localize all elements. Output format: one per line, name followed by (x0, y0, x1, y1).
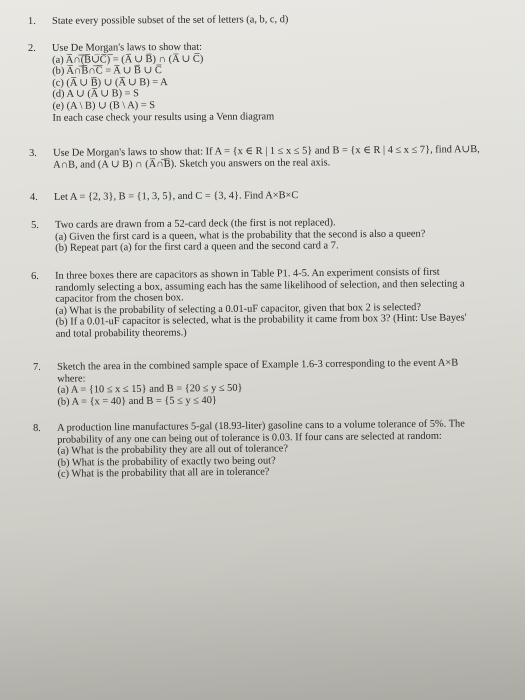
problem-number: 5. (31, 219, 39, 231)
problem-number: 7. (33, 361, 41, 373)
problem-line: (b) A̅∩̅B̅∩̅C̅ = A̅ ∪ B̅ ∪ C̅ (52, 65, 162, 78)
problem-line: (d) A ∪ (A̅ ∪ B) = S (52, 88, 139, 101)
problem-line: A∩B, and (A ∪ B) ∩ (A̅∩̅B̅). Sketch you answers on the real axis. (53, 156, 331, 171)
problem-line: probability of any one can being out of tolerance is 0.03. If four cans are selected at random: (57, 430, 442, 446)
problem-body (54, 190, 298, 203)
problem-line: (b) If a 0.01-uF capacitor is selected, what is the probability it came from box 3? (Hint: Use Bayes' (55, 312, 467, 329)
problem-number: 1. (28, 15, 36, 27)
problem-number: 3. (29, 147, 37, 159)
problem-line: In each case check your results using a Venn diagram (52, 110, 275, 124)
problem-line: (b) What is the probability of exactly two being out? (57, 455, 276, 469)
problem-number: 4. (30, 191, 38, 203)
problem-line: Sketch the area in the combined sample space of Example 1.6-3 corresponding to the event A×B (56, 357, 459, 373)
problem-line: randomly selecting a box, assuming each has the same likelihood of selection, and then selecting a (55, 278, 465, 294)
problem-body (55, 217, 425, 255)
problem-line: (b) Repeat part (a) for the first card a queen and the second card a 7. (55, 240, 339, 254)
problem-body (55, 266, 467, 340)
problem-line: In three boxes there are capacitors as shown in Table P1. 4-5. An experiment consists of first (54, 266, 440, 282)
problem-number: 6. (31, 270, 39, 282)
problem-line: (a) A = {10 ≤ x ≤ 15} and B = {20 ≤ y ≤ 50} (57, 382, 243, 396)
problem-line: (a) What is the probability of selecting a 0.01-uF capacitor, given that box 2 is selected? (55, 301, 422, 317)
problem-line: where: (57, 373, 86, 385)
problem-line: capacitor from the chosen box. (55, 292, 184, 305)
problem-line: State every possible subset of the set of letters (a, b, c, d) (51, 14, 289, 27)
problem-line: (c) (A̅ ∪ B̅) ∪ (A̅ ∪ B) = A (52, 76, 168, 89)
problem-body (52, 41, 274, 124)
problem-line: Two cards are drawn from a 52-card deck (the first is not replaced). (54, 217, 336, 231)
problem-line: (a) Given the first card is a queen, what is the probability that the second is also a queen? (55, 228, 426, 243)
problem-number: 8. (33, 422, 41, 434)
problem-line: Let A = {2, 3}, B = {1, 3, 5}, and C = {3, 4}. Find A×B×C (53, 190, 299, 203)
problem-line: (c) What is the probability that all are in tolerance? (57, 466, 270, 481)
problem-line: A production line manufactures 5-gal (18.93-liter) gasoline cans to a volume tolerance of 5%. The (56, 418, 465, 434)
problem-line: Use De Morgan's laws to show that: If A = {x ∈ R | 1 ≤ x ≤ 5} and B = {x ∈ R | 4 ≤ x ≤ 7}, find A∪B, (52, 144, 480, 159)
paper-shadow (0, 530, 525, 700)
problem-line: Use De Morgan's laws to show that: (51, 41, 203, 54)
problem-number: 2. (28, 42, 36, 54)
problem-line: (e) (A \ B) ∪ (B \ A) = S (52, 100, 156, 112)
problem-line: (b) A = {x = 40} and B = {5 ≤ y ≤ 40} (57, 394, 217, 408)
problem-body (52, 14, 288, 27)
problem-body (57, 418, 465, 480)
problem-line: (a) A̅∩̅(̅B̅∪̅C̅)̅ = (A̅ ∪ B̅) ∩ (A̅ ∪ C̅) (52, 53, 204, 66)
problem-body (57, 358, 459, 409)
problem-line: and total probability theorems.) (55, 327, 187, 340)
problem-body (53, 144, 480, 171)
problem-line: (a) What is the probability they are all out of tolerance? (57, 443, 288, 457)
